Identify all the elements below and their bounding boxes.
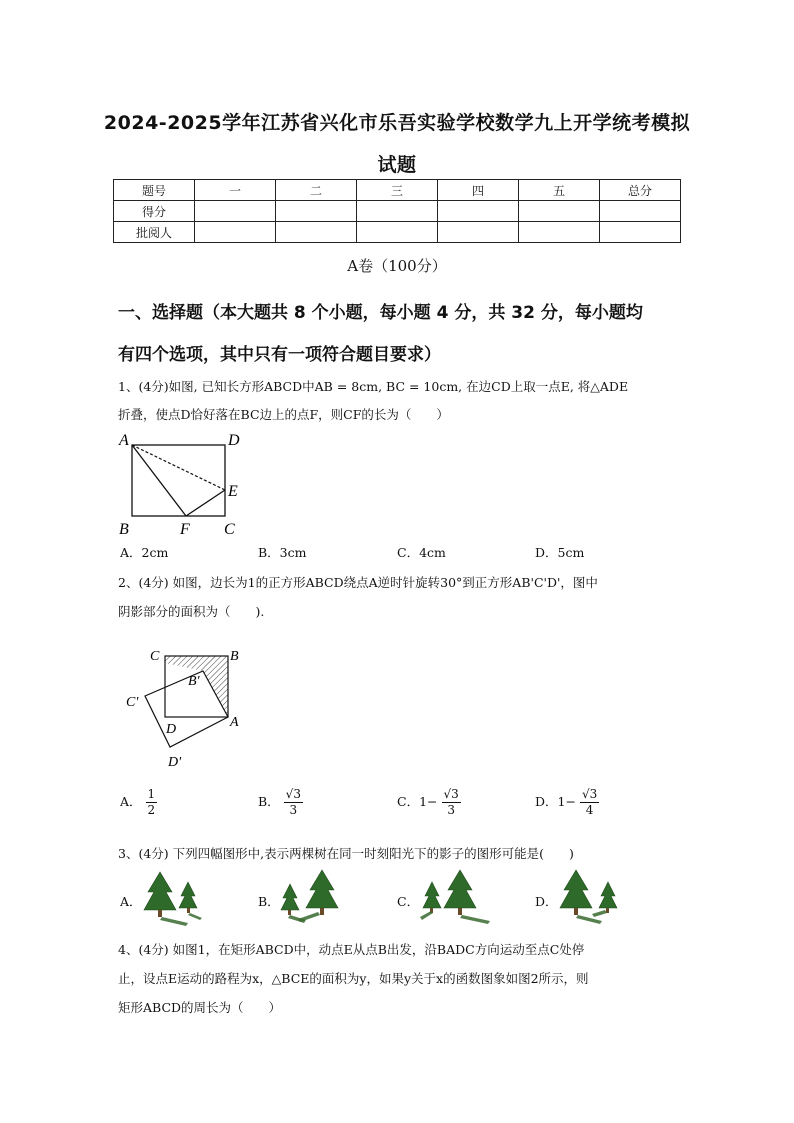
q1-label-b: B [119,521,129,538]
q3-option-d-image [554,868,632,928]
score-cell[interactable] [276,222,357,243]
score-cell[interactable] [195,201,276,222]
score-table [113,179,681,243]
q2-shaded-region-left [165,656,203,671]
score-cell[interactable] [519,201,600,222]
score-header-cell: 题号 [114,180,195,201]
tree-shadow [576,915,602,924]
q2-figure [118,640,258,775]
score-row-label: 批阅人 [114,222,195,243]
q3-option-c-image [418,868,496,928]
score-header-cell: 三 [357,180,438,201]
score-header-cell: 一 [195,180,276,201]
q1-fold-line-af [132,445,186,516]
section-a-heading: A卷（100分） [347,257,447,275]
score-table-row [114,222,681,243]
q3-option-b[interactable]: B． [258,894,280,909]
fraction-numerator: √3 [443,787,459,801]
score-header-cell: 总分 [600,180,681,201]
q1-dashed-line-ae [132,445,225,490]
q3-option-d[interactable]: D． [535,894,558,909]
score-cell[interactable] [600,201,681,222]
q2-option-d-prefix: 1− [557,794,576,809]
score-cell[interactable] [195,222,276,243]
tree-shadow [188,913,202,920]
section1-heading-line1: 一、选择题（本大题共 8 个小题，每小题 4 分，共 32 分，每小题均 [118,303,643,323]
q2-option-c-fraction [442,787,461,818]
score-cell[interactable] [600,222,681,243]
q2-label-a: A [230,715,239,730]
q4-text-line2: 止，设点E运动的路程为x，△BCE的面积为y，如果y关于x的函数图象如图2所示，则 [118,971,589,986]
fraction-numerator: 1 [147,787,156,801]
q4-text-line1: 4、(4分) 如图1，在矩形ABCD中，动点E从点B出发，沿BADC方向运动至点C处停 [118,942,585,957]
pine-tree-icon [281,884,299,915]
q2-option-a[interactable] [120,787,157,818]
section1-heading-line2: 有四个选项，其中只有一项符合题目要求） [118,345,441,365]
q2-label-b-prime: B' [188,674,200,689]
q1-option-d[interactable]: D．5cm [535,545,585,560]
score-cell[interactable] [276,201,357,222]
tree-shadow [298,912,320,922]
pine-tree-icon [306,870,338,915]
score-row-label: 得分 [114,201,195,222]
pine-tree-icon [444,870,476,915]
fraction-denominator: 3 [289,803,298,817]
score-table-header-row [114,180,681,201]
q2-option-b-fraction [284,787,303,818]
q3-option-a-image [140,868,205,928]
q2-label-c-prime: C' [126,695,139,710]
fraction-numerator: √3 [581,787,598,801]
q2-option-c-label: C． [397,794,420,809]
q3-option-b-image [276,868,346,928]
score-cell[interactable] [357,222,438,243]
q1-option-a[interactable]: A．2cm [120,545,169,560]
score-cell[interactable] [357,201,438,222]
tree-shadow [460,915,490,924]
q2-option-a-label: A． [120,794,142,809]
q4-text-line3: 矩形ABCD的周长为（ ） [118,1000,282,1015]
score-header-cell: 五 [519,180,600,201]
q2-label-b: B [230,649,239,664]
q2-text-line1: 2、(4分) 如图，边长为1的正方形ABCD绕点A逆时针旋转30°到正方形AB'C'D'，图中 [118,575,598,590]
q1-option-b[interactable]: B．3cm [258,545,307,560]
pine-tree-icon [599,882,617,913]
score-cell[interactable] [438,201,519,222]
pine-tree-icon [423,882,441,913]
tree-shadow [160,917,188,926]
q2-option-c[interactable] [397,787,461,818]
score-cell[interactable] [438,222,519,243]
q2-option-d-fraction [580,787,599,818]
q2-label-d: D [166,722,177,737]
q2-option-d[interactable] [535,787,599,818]
q2-label-c: C [150,649,160,664]
score-cell[interactable] [519,222,600,243]
q2-option-b[interactable] [258,787,303,818]
q3-text-line1: 3、(4分) 下列四幅图形中,表示两棵树在同一时刻阳光下的影子的图形可能是( ) [118,846,574,861]
q1-label-f: F [180,521,190,538]
score-header-cell: 二 [276,180,357,201]
q2-option-a-fraction [146,787,158,818]
q2-option-b-label: B． [258,794,280,809]
q1-label-e: E [228,483,238,500]
q1-label-d: D [228,432,240,449]
fraction-denominator: 2 [147,803,156,817]
document-title-line1: 2024-2025学年江苏省兴化市乐吾实验学校数学九上开学统考模拟 [103,112,691,134]
q2-label-d-prime: D' [168,755,182,770]
pine-tree-icon [560,870,592,915]
fraction-denominator: 4 [585,803,594,817]
q3-option-a[interactable]: A． [120,894,142,909]
pine-tree-icon [179,882,197,913]
q2-text-line2: 阴影部分的面积为（ ). [118,604,265,619]
q2-option-c-prefix: 1− [419,794,438,809]
q1-label-a: A [119,432,129,449]
q1-label-c: C [224,521,235,538]
tree-shadow [592,910,607,917]
q1-figure [112,428,252,540]
q1-option-c[interactable]: C．4cm [397,545,446,560]
q2-option-d-label: D． [535,794,558,809]
score-table-row [114,201,681,222]
q3-option-c[interactable]: C． [397,894,420,909]
score-header-cell: 四 [438,180,519,201]
fraction-numerator: √3 [285,787,301,801]
q1-line-fe [186,490,225,516]
tree-shadow [420,911,433,920]
document-title-line2: 试题 [377,154,417,176]
q1-text-line1: 1、(4分)如图, 已知长方形ABCD中AB = 8cm, BC = 10cm, 在边CD上取一点E, 将△ADE [118,379,629,394]
pine-tree-icon [144,872,176,917]
fraction-denominator: 3 [447,803,455,817]
q1-text-line2: 折叠，使点D恰好落在BC边上的点F，则CF的长为（ ） [118,407,449,422]
